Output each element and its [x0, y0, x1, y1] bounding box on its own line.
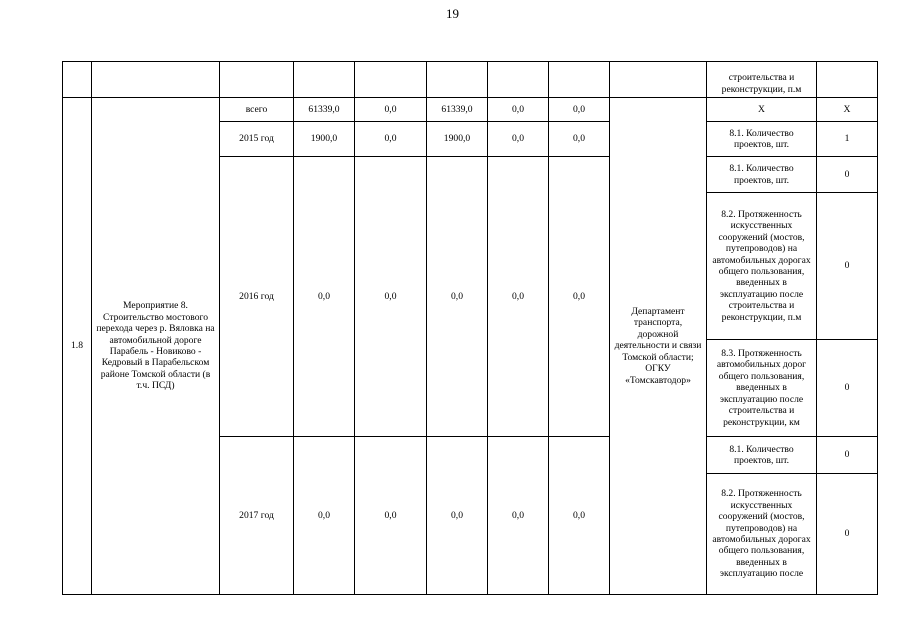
indicator-name: 8.2. Протяженность искусственных сооружений (мостов, путепроводов) на автомобильных дорогах общего пользования, введенных в эксплуатацию после строительства и реконструкции, п.м: [707, 193, 817, 340]
value-cell: 0,0: [549, 437, 610, 595]
value-cell: 0,0: [427, 157, 488, 437]
value-cell: 0,0: [549, 157, 610, 437]
continuation-row: [63, 62, 878, 98]
value-cell: 0,0: [355, 98, 427, 122]
indicator-tail: строительства и реконструкции, п.м: [707, 62, 817, 98]
indicator-value: 0: [817, 193, 878, 340]
value-cell: 0,0: [488, 157, 549, 437]
value-cell: 0,0: [355, 122, 427, 157]
value-cell: 1900,0: [294, 122, 355, 157]
value-cell: 0,0: [549, 122, 610, 157]
indicator-name: 8.1. Количество проектов, шт.: [707, 437, 817, 474]
cell-empty: [63, 62, 92, 98]
value-cell: 0,0: [355, 157, 427, 437]
activity-table: [62, 61, 878, 595]
indicator-value: 0: [817, 437, 878, 474]
activity-number: 1.8: [63, 98, 92, 595]
period-cell: 2017 год: [220, 437, 294, 595]
cell-empty: [427, 62, 488, 98]
value-cell: 0,0: [488, 437, 549, 595]
indicator-name: 8.1. Количество проектов, шт.: [707, 122, 817, 157]
cell-empty: [549, 62, 610, 98]
value-cell: 1900,0: [427, 122, 488, 157]
executor: Департамент транспорта, дорожной деятельности и связи Томской области; ОГКУ «Томскавтодор»: [610, 98, 707, 595]
period-cell: 2016 год: [220, 157, 294, 437]
page-number: 19: [446, 6, 459, 21]
cell-empty: [817, 62, 878, 98]
value-cell: 0,0: [294, 437, 355, 595]
indicator-name: Х: [707, 98, 817, 122]
cell-empty: [355, 62, 427, 98]
indicator-value: 1: [817, 122, 878, 157]
value-cell: 0,0: [355, 437, 427, 595]
cell-empty: [610, 62, 707, 98]
indicator-name: 8.1. Количество проектов, шт.: [707, 157, 817, 193]
indicator-name: 8.3. Протяженность автомобильных дорог общего пользования, введенных в эксплуатацию после строительства и реконструкции, км: [707, 340, 817, 437]
indicator-value: 0: [817, 157, 878, 193]
period-cell: всего: [220, 98, 294, 122]
period-cell: 2015 год: [220, 122, 294, 157]
cell-empty: [92, 62, 220, 98]
cell-empty: [294, 62, 355, 98]
value-cell: 61339,0: [294, 98, 355, 122]
value-cell: 0,0: [294, 157, 355, 437]
value-cell: 0,0: [488, 98, 549, 122]
indicator-value: 0: [817, 340, 878, 437]
indicator-value: 0: [817, 474, 878, 595]
table-row: [63, 98, 878, 122]
value-cell: 0,0: [427, 437, 488, 595]
value-cell: 0,0: [488, 122, 549, 157]
cell-empty: [220, 62, 294, 98]
indicator-name: 8.2. Протяженность искусственных сооружений (мостов, путепроводов) на автомобильных дорогах общего пользования, введенных в эксплуатацию после: [707, 474, 817, 595]
value-cell: 0,0: [549, 98, 610, 122]
value-cell: 61339,0: [427, 98, 488, 122]
cell-empty: [488, 62, 549, 98]
indicator-value: Х: [817, 98, 878, 122]
activity-name: Мероприятие 8. Строительство мостового перехода через р. Вяловка на автомобильной дороге Парабель - Новиково - Кедровый в Парабельском районе Томской области (в т.ч. ПСД): [92, 98, 220, 595]
